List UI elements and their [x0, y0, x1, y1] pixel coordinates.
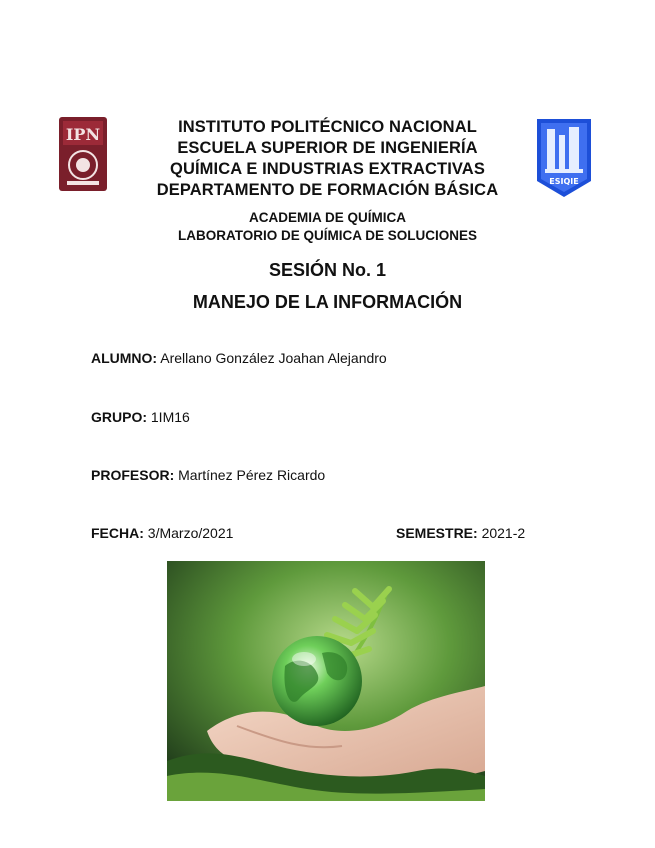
ipn-logo: [57, 115, 109, 193]
student-value: Arellano González Joahan Alejandro: [160, 350, 387, 366]
globe-in-hands-image: [167, 561, 485, 801]
esiqie-logo-text: ESIQIE: [549, 177, 579, 186]
ipn-logo-text: IPN: [65, 125, 101, 144]
group-label: GRUPO:: [91, 409, 147, 425]
student-label: ALUMNO:: [91, 350, 158, 366]
academy-line: LABORATORIO DE QUÍMICA DE SOLUCIONES: [177, 227, 477, 243]
institution-line: DEPARTAMENTO DE FORMACIÓN BÁSICA: [156, 181, 499, 199]
group-value: 1IM16: [150, 409, 190, 425]
academy-line: ACADEMIA DE QUÍMICA: [249, 210, 406, 225]
professor-value: Martínez Pérez Ricardo: [178, 467, 326, 483]
professor-label: PROFESOR:: [91, 467, 175, 483]
institution-line: QUÍMICA E INDUSTRIAS EXTRACTIVAS: [170, 160, 485, 178]
professor-field: [91, 467, 325, 483]
institution-line: INSTITUTO POLITÉCNICO NACIONAL: [178, 118, 477, 136]
institution-line: ESCUELA SUPERIOR DE INGENIERÍA: [177, 139, 478, 157]
topic-title: MANEJO DE LA INFORMACIÓN: [192, 292, 463, 312]
academy-header: [110, 209, 545, 244]
group-field: [91, 409, 190, 425]
semester-field: [396, 525, 525, 541]
student-field: [91, 350, 387, 366]
date-value: 3/Marzo/2021: [147, 525, 234, 541]
date-label: FECHA:: [91, 525, 144, 541]
semester-label: SEMESTRE:: [396, 525, 478, 541]
semester-value: 2021-2: [481, 525, 526, 541]
date-field: [91, 525, 233, 541]
institution-header: [110, 117, 545, 201]
session-title: SESIÓN No. 1: [268, 260, 387, 280]
